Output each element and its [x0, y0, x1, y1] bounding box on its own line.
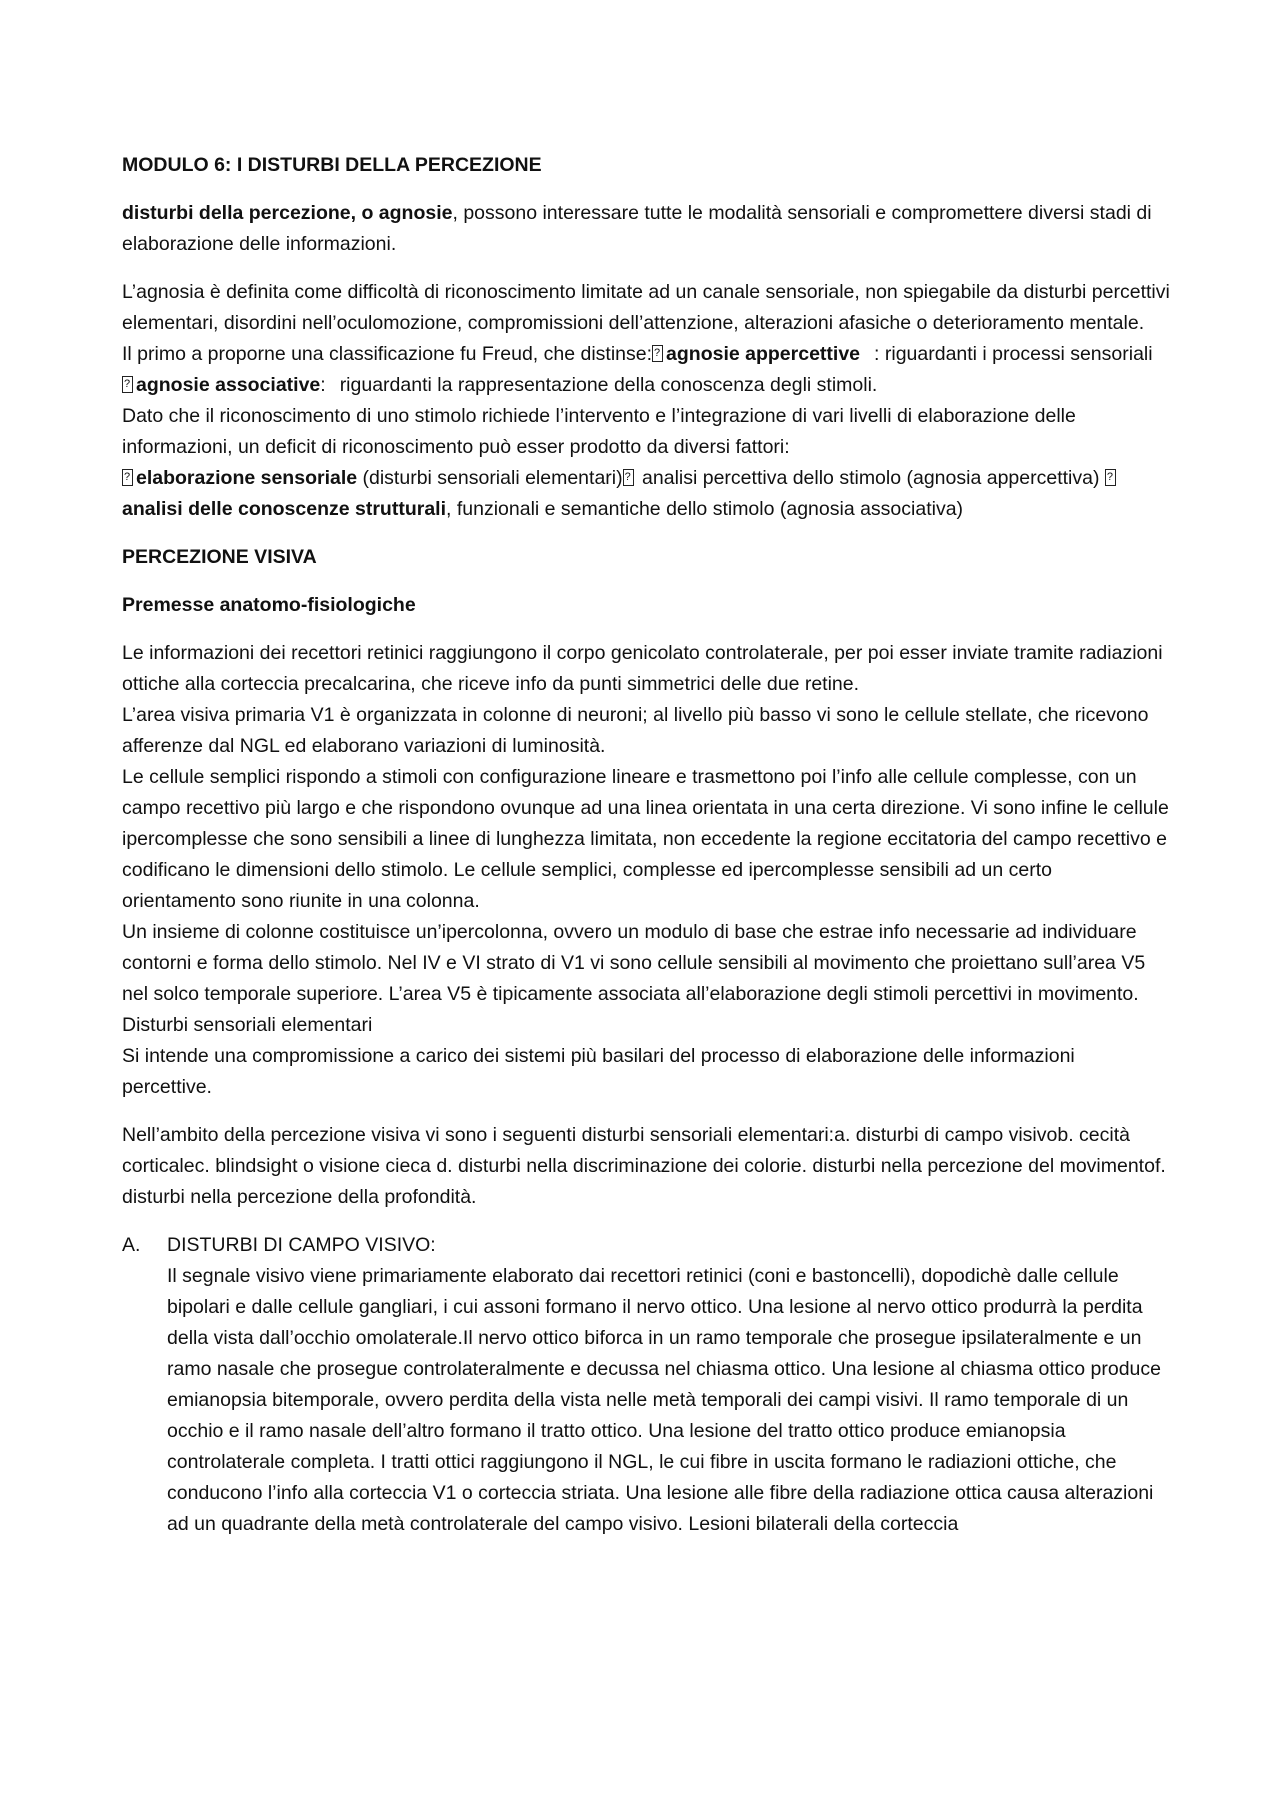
- disorders-list: [122, 1230, 1170, 1540]
- associative-line: [122, 370, 1170, 401]
- missing-glyph-icon: [122, 469, 133, 486]
- factor-perceptual: analisi percettiva dello stimolo (agnosia appercettiva): [636, 467, 1105, 489]
- anatomy-paragraph-3: Le cellule semplici rispondo a stimoli con configurazione lineare e trasmettono poi l’info alle cellule complesse, con un campo recettivo più largo e che rispondono ovunque ad una linea orientata in una certa direzione. Vi sono infine le cellule ipercomplesse che sono sensibili a linee di lunghezza limitata, non eccedente la regione eccitatoria del campo recettivo e codificano le dimensioni dello stimolo. Le cellule semplici, complesse ed ipercomplesse sensibili ad un certo orientamento sono riunite in una colonna.: [122, 766, 1169, 912]
- anatomy-paragraph-2: L’area visiva primaria V1 è organizzata in colonne di neuroni; al livello più basso vi sono le cellule stellate, che ricevono afferenze dal NGL ed elaborano variazioni di luminosità.: [122, 704, 1149, 757]
- intro-text: , possono interessare tutte le modalità sensoriali e compromettere diversi stadi di elaborazione delle informazioni.: [122, 202, 1152, 255]
- anatomy-paragraph-1: Le informazioni dei recettori retinici raggiungono il corpo genicolato controlaterale, per poi esser inviate tramite radiazioni ottiche alla corteccia precalcarina, che riceve info da punti simmetrici delle due retine.: [122, 642, 1163, 695]
- appercettive-desc: : riguardanti i processi sensoriali: [874, 343, 1153, 365]
- missing-glyph-icon: [652, 345, 663, 362]
- missing-glyph-icon: [1105, 469, 1116, 486]
- freud-prefix: Il primo a proporne una classificazione fu Freud, che distinse:: [122, 343, 653, 365]
- factor-structural-term: analisi delle conoscenze strutturali: [122, 498, 447, 520]
- missing-glyph-icon: [122, 376, 133, 393]
- associative-term: agnosie associative: [136, 374, 321, 396]
- list-item-body: Il segnale visivo viene primariamente elaborato dai recettori retinici (coni e bastoncelli), dopodichè dalle cellule bipolari e dalle cellule gangliari, i cui assoni formano il nervo ottico. Una lesione al nervo ottico produrrà la perdita della vista dall’occhio omolaterale.Il nervo ottico biforca in un ramo temporale che prosegue ipsilateralmente e un ramo nasale che prosegue controlateralmente e decussa nel chiasma ottico. Una lesione al chiasma ottico produce emianopsia bitemporale, ovvero perdita della vista nelle metà temporali dei campi visivi. Il ramo temporale di un occhio e il ramo nasale dell’altro formano il tratto ottico. Una lesione del tratto ottico produce emianopsia controlaterale completa. I tratti ottici raggiungono il NGL, le cui fibre in uscita formano le radiazioni ottiche, che conducono l’info alla corteccia V1 o corteccia striata. Una lesione alle fibre della radiazione ottica causa alterazioni ad un quadrante della metà controlaterale del campo visivo. Lesioni bilaterali della corteccia: [167, 1265, 1161, 1535]
- associative-desc: riguardanti la rappresentazione della conoscenza degli stimoli.: [339, 374, 878, 396]
- subsection-heading: Premesse anatomo-fisiologiche: [122, 594, 416, 616]
- section-heading: PERCEZIONE VISIVA: [122, 546, 317, 568]
- definition-paragraph: L’agnosia è definita come difficoltà di riconoscimento limitate ad un canale sensoriale, non spiegabile da disturbi percettivi elementari, disordini nell’oculomozione, compromissioni dell’attenzione, alterazioni afasiche o deterioramento mentale.: [122, 281, 1170, 334]
- module-title: MODULO 6: I DISTURBI DELLA PERCEZIONE: [122, 154, 542, 176]
- intro-paragraph: [122, 198, 1170, 260]
- document-page: [122, 150, 1170, 1540]
- factor-structural-desc: , funzionali e semantiche dello stimolo (agnosia associativa): [446, 498, 964, 520]
- elementary-disorders-paragraph: Nell’ambito della percezione visiva vi sono i seguenti disturbi sensoriali elementari:a. disturbi di campo visivob. cecità corticalec. blindsight o visione cieca d. disturbi nella discriminazione dei colorie. disturbi nella percezione del movimentof. disturbi nella percezione della profondità.: [122, 1124, 1166, 1208]
- freud-classification: [122, 339, 1170, 370]
- intro-bold-term: disturbi della percezione, o agnosie: [122, 202, 453, 224]
- list-item: [122, 1230, 1170, 1540]
- missing-glyph-icon: [623, 469, 634, 486]
- recognition-factors: [122, 463, 1170, 525]
- appercettive-term: agnosie appercettive: [666, 343, 861, 365]
- list-marker: A.: [122, 1234, 141, 1256]
- associative-colon: :: [320, 374, 326, 396]
- anatomy-paragraph-5: Si intende una compromissione a carico dei sistemi più basilari del processo di elaborazione delle informazioni percettive.: [122, 1045, 1075, 1098]
- recognition-paragraph: Dato che il riconoscimento di uno stimolo richiede l’intervento e l’integrazione di vari livelli di elaborazione delle informazioni, un deficit di riconoscimento può esser prodotto da diversi fattori:: [122, 405, 1076, 458]
- factor-sensory-desc: (disturbi sensoriali elementari): [357, 467, 623, 489]
- factor-sensory-term: elaborazione sensoriale: [136, 467, 358, 489]
- anatomy-paragraph-4: Un insieme di colonne costituisce un’ipercolonna, ovvero un modulo di base che estrae info necessarie ad individuare contorni e forma dello stimolo. Nel IV e VI strato di V1 vi sono cellule sensibili al movimento che proiettano sull’area V5 nel solco temporale superiore. L’area V5 è tipicamente associata all’elaborazione degli stimoli percettivi in movimento. Disturbi sensoriali elementari: [122, 921, 1146, 1036]
- list-item-heading: DISTURBI DI CAMPO VISIVO:: [167, 1234, 436, 1256]
